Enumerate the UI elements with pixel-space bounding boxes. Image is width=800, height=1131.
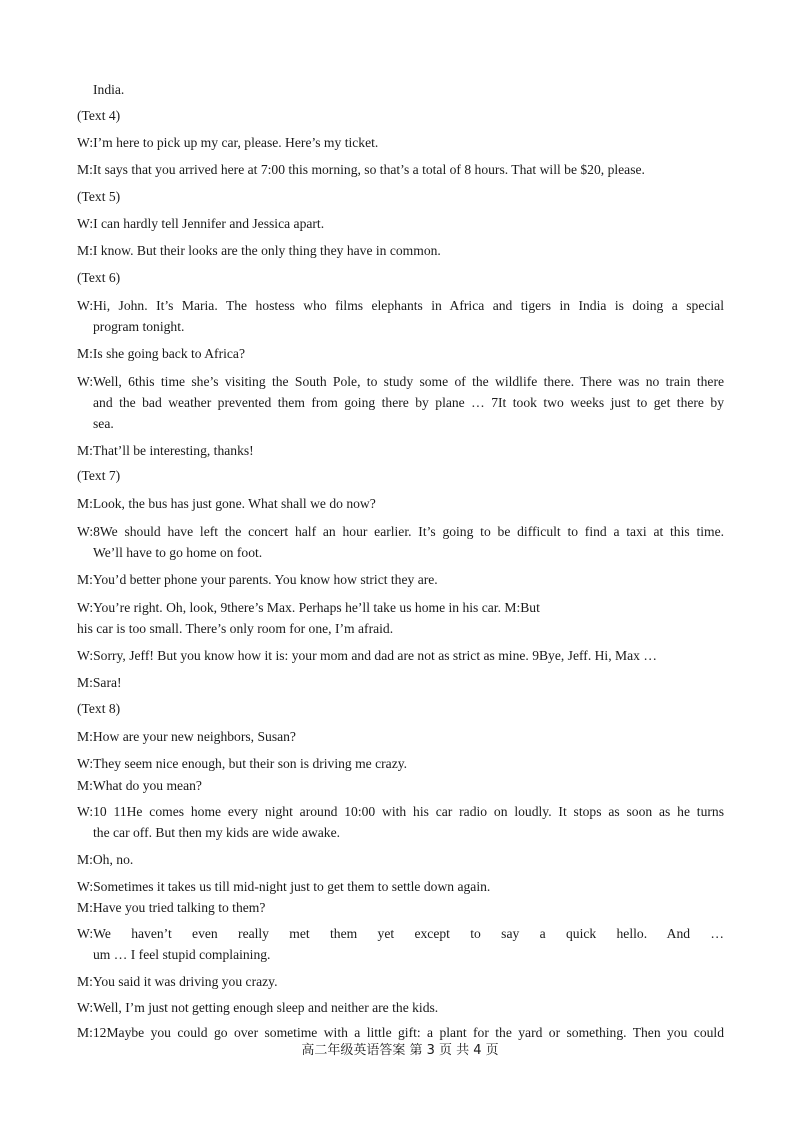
text-line: program tonight.: [93, 319, 185, 334]
text-line: W:They seem nice enough, but their son is driving me crazy.: [77, 756, 408, 771]
text-line: W:Hi, John. It’s Maria. The hostess who films elephants in Africa and tigers in India is doing a special: [77, 298, 724, 313]
text-line: We’ll have to go home on foot.: [93, 545, 263, 560]
text-line: M:It says that you arrived here at 7:00 this morning, so that’s a total of 8 hours. That will be $20, please.: [77, 162, 645, 177]
text-line: sea.: [93, 416, 114, 431]
page-footer: 高二年级英语答案 第 3 页 共 4 页: [301, 1043, 499, 1058]
text-line: W:Well, I’m just not getting enough sleep and neither are the kids.: [77, 1000, 439, 1015]
text-line: M:How are your new neighbors, Susan?: [77, 729, 296, 744]
section-heading: (Text 4): [77, 108, 121, 123]
text-line: um … I feel stupid complaining.: [93, 947, 271, 962]
text-line: M:12Maybe you could go over sometime with a little gift: a plant for the yard or something. Then you could: [77, 1025, 724, 1040]
text-line: M:You’d better phone your parents. You know how strict they are.: [77, 572, 438, 587]
text-line: M:What do you mean?: [77, 778, 202, 793]
section-heading: (Text 6): [77, 270, 121, 285]
text-line: and the bad weather prevented them from going there by plane … 7It took two weeks just to get there by: [93, 395, 724, 410]
text-line: M:Have you tried talking to them?: [77, 900, 266, 915]
text-line: M:Sara!: [77, 675, 122, 690]
section-heading: (Text 8): [77, 701, 121, 716]
text-line: W:You’re right. Oh, look, 9there’s Max. Perhaps he’ll take us home in his car. M:But: [77, 600, 540, 615]
text-line: W:Well, 6this time she’s visiting the South Pole, to study some of the wildlife there. There was no train there: [77, 374, 724, 389]
text-line: his car is too small. There’s only room for one, I’m afraid.: [77, 621, 394, 636]
text-line: W:We haven’t even really met them yet except to say a quick hello. And …: [77, 926, 724, 941]
text-line: W:Sorry, Jeff! But you know how it is: your mom and dad are not as strict as mine. 9Bye, Jeff. Hi, Max …: [77, 648, 657, 663]
text-line: M:That’ll be interesting, thanks!: [77, 443, 254, 458]
section-heading: (Text 7): [77, 468, 121, 483]
text-line: M:I know. But their looks are the only thing they have in common.: [77, 243, 441, 258]
text-line: W:Sometimes it takes us till mid-night just to get them to settle down again.: [77, 879, 491, 894]
text-line: W:10 11He comes home every night around 10:00 with his car radio on loudly. It stops as soon as he turns: [77, 804, 724, 819]
text-line: India.: [93, 82, 125, 97]
text-line: the car off. But then my kids are wide awake.: [93, 825, 340, 840]
text-line: W:I’m here to pick up my car, please. Here’s my ticket.: [77, 135, 379, 150]
text-line: M:You said it was driving you crazy.: [77, 974, 278, 989]
text-line: W:I can hardly tell Jennifer and Jessica apart.: [77, 216, 325, 231]
text-line: M:Oh, no.: [77, 852, 134, 867]
text-line: W:8We should have left the concert half an hour earlier. It’s going to be difficult to find a taxi at this time.: [77, 524, 724, 539]
text-line: M:Look, the bus has just gone. What shall we do now?: [77, 496, 376, 511]
text-line: M:Is she going back to Africa?: [77, 346, 245, 361]
section-heading: (Text 5): [77, 189, 121, 204]
